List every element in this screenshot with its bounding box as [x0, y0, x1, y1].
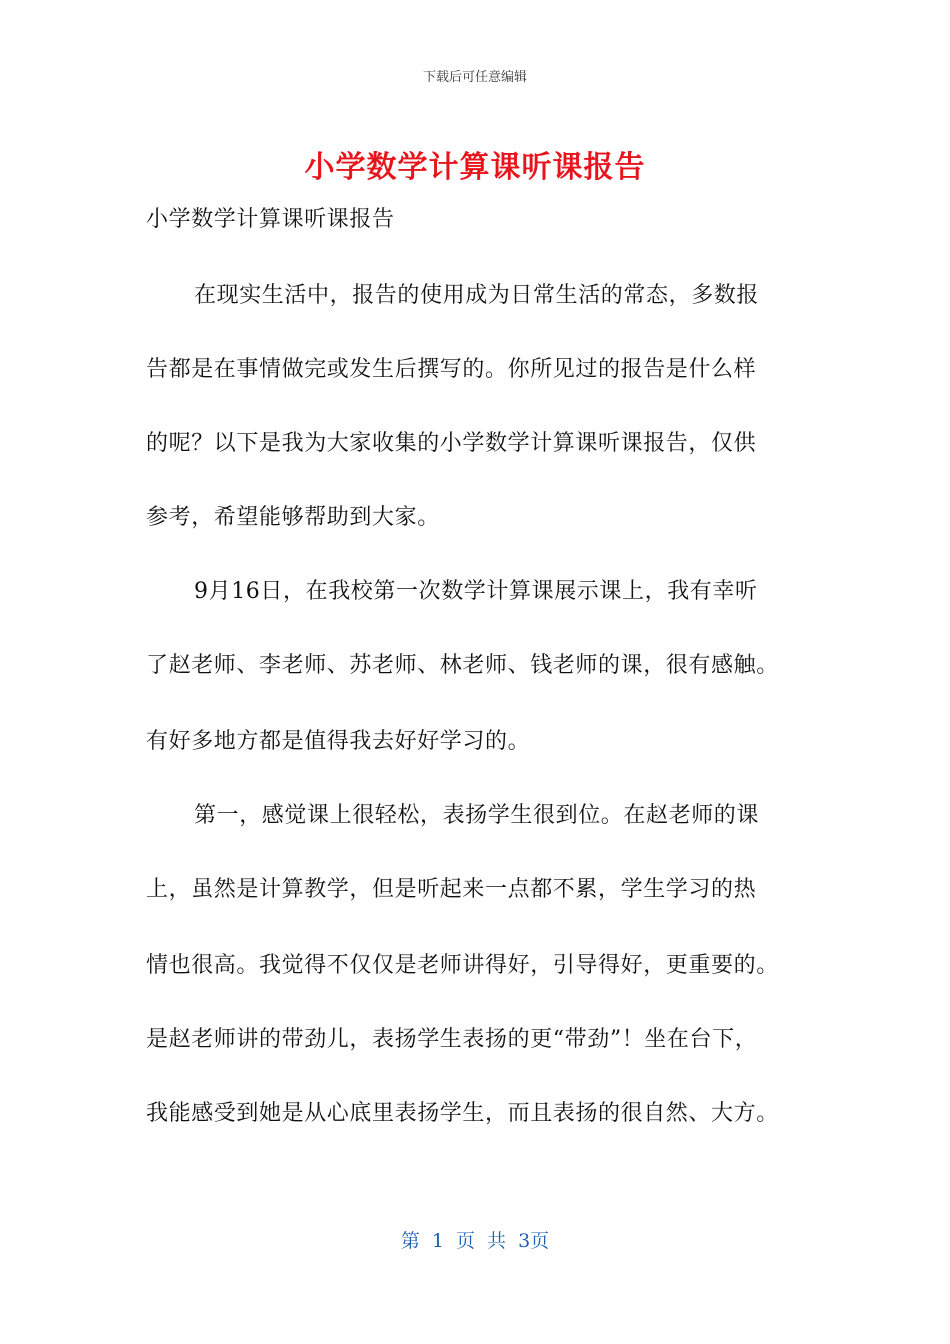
paragraph-line: 在现实生活中，报告的使用成为日常生活的常态，多数报: [194, 283, 760, 308]
paragraph-line: 告都是在事情做完或发生后撰写的。你所见过的报告是什么样: [146, 357, 757, 382]
paragraph-line: 上，虽然是计算教学，但是听起来一点都不累，学生学习的热: [146, 877, 757, 902]
paragraph-line: 9月16日，在我校第一次数学计算课展示课上，我有幸听: [194, 579, 758, 604]
paragraph-line: 参考，希望能够帮助到大家。: [146, 505, 440, 530]
paragraph-line: 的呢？以下是我为大家收集的小学数学计算课听课报告，仅供: [146, 431, 757, 456]
paragraph-line: 是赵老师讲的带劲儿，表扬学生表扬的更“带劲”！坐在台下，: [146, 1027, 758, 1052]
paragraph-line: 我能感受到她是从心底里表扬学生，而且表扬的很自然、大方。: [146, 1101, 779, 1126]
paragraph-line: 情也很高。我觉得不仅仅是老师讲得好，引导得好，更重要的。: [146, 953, 779, 978]
document-subtitle: 小学数学计算课听课报告: [146, 207, 395, 232]
page-header: 下载后可任意编辑: [422, 70, 527, 85]
document-title: 小学数学计算课听课报告: [304, 150, 646, 185]
paragraph-line: 有好多地方都是值得我去好好学习的。: [146, 729, 531, 754]
page-number-footer: 第 1 页 共 3页: [400, 1230, 550, 1252]
paragraph-line: 第一，感觉课上很轻松，表扬学生很到位。在赵老师的课: [194, 803, 760, 828]
paragraph-line: 了赵老师、李老师、苏老师、林老师、钱老师的课，很有感触。: [146, 653, 779, 678]
